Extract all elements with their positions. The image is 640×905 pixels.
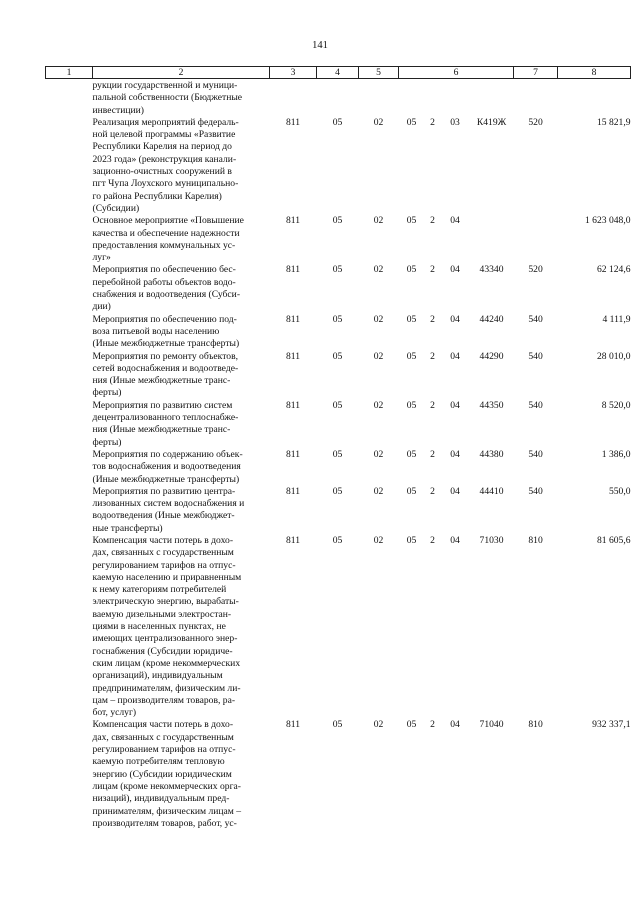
table-header-row <box>46 67 631 79</box>
header-col-7: 7 <box>514 67 558 79</box>
row-target-code-direction: 44380 <box>479 448 504 460</box>
row-target-code-direction: 71040 <box>479 719 504 731</box>
row-subsection-code: 02 <box>373 399 384 411</box>
row-target-code-subprogram: 2 <box>430 485 435 497</box>
row-subsection-code <box>359 79 399 117</box>
row-ministry-code: 811 <box>285 719 301 731</box>
row-target-code-program: 05 <box>406 399 417 411</box>
row-name-line: дах, связанных с государственным <box>92 547 234 559</box>
row-name-line: Мероприятия по обеспечению бес- <box>92 264 236 276</box>
row-index-cell <box>46 79 93 117</box>
row-name-line: Мероприятия по содержанию объек- <box>92 448 243 460</box>
header-col-1: 1 <box>46 67 93 79</box>
row-target-code-program: 05 <box>406 313 417 325</box>
row-name-line: Мероприятия по развитию центра- <box>92 485 236 497</box>
row-target-code-program <box>399 79 425 117</box>
row-name-line: Реализация мероприятий федераль- <box>92 116 239 128</box>
row-ministry-code: 811 <box>285 350 301 362</box>
row-index-cell <box>46 400 93 449</box>
row-expense-type-code: 540 <box>528 485 543 497</box>
row-name-line: предпринимателям, физическим ли- <box>92 682 241 694</box>
row-name-line: энергию (Субсидии юридическим <box>92 768 232 780</box>
row-ministry-code: 811 <box>285 485 301 497</box>
row-subsection-code: 02 <box>373 264 384 276</box>
row-expense-type-code: 520 <box>528 264 543 276</box>
row-name-line: дии) <box>92 301 111 313</box>
row-name-line: ферты) <box>92 387 122 399</box>
row-name-line: инвестиции) <box>92 104 144 116</box>
row-subsection-code: 02 <box>373 485 384 497</box>
row-name-line: сетей водоснабжения и водоотведе- <box>92 362 239 374</box>
row-name-line: бот, услуг) <box>92 707 137 719</box>
row-expense-type-code: 810 <box>528 719 543 731</box>
table-row <box>46 351 631 400</box>
row-target-code-program: 05 <box>406 264 417 276</box>
row-name <box>93 351 270 400</box>
row-amount <box>558 79 631 117</box>
row-target-code-subprogram: 2 <box>430 264 435 276</box>
row-target-code-subprogram: 2 <box>430 116 435 128</box>
row-section-code: 05 <box>332 350 343 362</box>
row-name-line: дах, связанных с государственным <box>92 731 234 743</box>
row-name-line: к нему категориям потребителей <box>92 584 227 596</box>
row-name <box>93 486 270 535</box>
row-target-code-subprogram: 2 <box>430 534 435 546</box>
row-name-line: принимателям, физическим лицам – <box>92 805 242 817</box>
row-amount: 4 111,9 <box>602 313 631 325</box>
row-expense-type-code: 540 <box>528 448 543 460</box>
row-target-code-event: 04 <box>450 264 460 276</box>
row-target-code-program: 05 <box>406 350 417 362</box>
row-name <box>93 535 270 719</box>
row-name <box>93 79 270 117</box>
row-subsection-code: 02 <box>373 719 384 731</box>
row-name <box>93 264 270 313</box>
row-name-line: (Иные межбюджетные трансферты) <box>92 338 240 350</box>
row-name-line: водоотведения (Иные межбюджет- <box>92 510 235 522</box>
row-target-code-event: 04 <box>450 215 460 227</box>
row-name-line: Республики Карелия на период до <box>92 141 232 153</box>
row-subsection-code: 02 <box>373 116 384 128</box>
row-section-code: 05 <box>332 116 343 128</box>
row-amount: 62 124,6 <box>596 264 631 276</box>
row-amount: 28 010,0 <box>596 350 631 362</box>
row-name-line: Мероприятия по ремонту объектов, <box>92 350 239 362</box>
table-row <box>46 314 631 351</box>
row-name-line: Компенсация части потерь в дохо- <box>92 719 234 731</box>
row-ministry-code: 811 <box>285 534 301 546</box>
row-target-code-event <box>441 79 470 117</box>
table-row <box>46 215 631 264</box>
row-target-code-subprogram: 2 <box>430 313 435 325</box>
row-name-line: качества и обеспечение надежности <box>92 227 240 239</box>
table-row <box>46 79 631 117</box>
row-name-line: воза питьевой воды населению <box>92 325 220 337</box>
row-name-line: ферты) <box>92 436 122 448</box>
row-name <box>93 117 270 215</box>
row-name-line: Мероприятия по обеспечению под- <box>92 313 237 325</box>
row-target-code-subprogram <box>425 79 441 117</box>
row-target-code-subprogram: 2 <box>430 719 435 731</box>
row-target-code-event: 04 <box>450 350 460 362</box>
row-name-line: каемую населению и приравненным <box>92 571 242 583</box>
table-row <box>46 449 631 486</box>
row-name-line: лизованных систем водоснабжения и <box>92 498 245 510</box>
row-ministry-code: 811 <box>285 448 301 460</box>
row-name-line: каемую потребителям тепловую <box>92 756 225 768</box>
row-target-code-direction <box>470 215 514 264</box>
row-section-code: 05 <box>332 448 343 460</box>
row-ministry-code: 811 <box>285 264 301 276</box>
row-name-line: рукции государственной и муници- <box>92 80 238 91</box>
row-name-line: электрическую энергию, вырабаты- <box>92 596 239 608</box>
row-section-code: 05 <box>332 719 343 731</box>
row-name-line: цам – производителям товаров, ра- <box>92 694 236 706</box>
row-target-code-direction: 44350 <box>479 399 504 411</box>
row-target-code-event: 04 <box>450 534 460 546</box>
row-expense-type-code <box>514 79 558 117</box>
row-amount: 550,0 <box>608 485 631 497</box>
row-section-code: 05 <box>332 534 343 546</box>
row-target-code-program: 05 <box>406 719 417 731</box>
row-name-line: (Иные межбюджетные трансферты) <box>92 473 240 485</box>
row-target-code-direction: 71030 <box>479 534 504 546</box>
row-name-line: тов водоснабжения и водоотведения <box>92 461 241 473</box>
row-subsection-code: 02 <box>373 350 384 362</box>
row-ministry-code: 811 <box>285 215 301 227</box>
row-target-code-event: 04 <box>450 719 460 731</box>
row-target-code-program: 05 <box>406 448 417 460</box>
row-amount: 1 386,0 <box>601 448 631 460</box>
row-target-code-direction: 44290 <box>479 350 504 362</box>
row-name-line: лицам (кроме некоммерческих орга- <box>92 780 241 792</box>
table-row <box>46 264 631 313</box>
row-name-line: зационно-очистных сооружений в <box>92 166 232 178</box>
row-index-cell <box>46 264 93 313</box>
row-target-code-direction: 44240 <box>479 313 504 325</box>
budget-table <box>45 66 631 830</box>
row-name-line: ваемую дизельными электростан- <box>92 608 232 620</box>
header-col-8: 8 <box>558 67 631 79</box>
row-target-code-direction: 43340 <box>479 264 504 276</box>
row-name-line: Компенсация части потерь в дохо- <box>92 534 234 546</box>
row-index-cell <box>46 351 93 400</box>
header-col-5: 5 <box>359 67 399 79</box>
table-row <box>46 719 631 830</box>
row-name-line: снабжения и водоотведения (Субси- <box>92 289 241 301</box>
row-name-line: Мероприятия по развитию систем <box>92 399 233 411</box>
row-target-code-direction: 44410 <box>479 485 504 497</box>
table-row <box>46 535 631 719</box>
row-subsection-code: 02 <box>373 313 384 325</box>
row-section-code: 05 <box>332 399 343 411</box>
row-target-code-program: 05 <box>406 215 417 227</box>
row-ministry-code: 811 <box>285 116 301 128</box>
row-name-line: ским лицам (кроме некоммерческих <box>92 657 241 669</box>
row-target-code-program: 05 <box>406 534 417 546</box>
row-name-line: пальной собственности (Бюджетные <box>92 92 243 104</box>
header-col-3: 3 <box>270 67 317 79</box>
row-index-cell <box>46 535 93 719</box>
row-target-code-subprogram: 2 <box>430 350 435 362</box>
row-name <box>93 314 270 351</box>
row-name-line: имеющих централизованного энер- <box>92 633 238 645</box>
row-name-line: циями в населенных пунктах, не <box>92 621 226 633</box>
row-target-code-subprogram: 2 <box>430 448 435 460</box>
row-name <box>93 449 270 486</box>
row-subsection-code: 02 <box>373 534 384 546</box>
row-name-line: (Субсидии) <box>92 202 140 214</box>
row-name-line: 2023 года» (реконструкция канали- <box>92 153 237 165</box>
row-target-code-direction <box>470 79 514 117</box>
header-col-2: 2 <box>93 67 270 79</box>
row-section-code <box>317 79 359 117</box>
row-name-line: ной целевой программы «Развитие <box>92 129 236 141</box>
row-name-line: Основное мероприятие «Повышение <box>92 215 244 227</box>
row-index-cell <box>46 719 93 830</box>
row-section-code: 05 <box>332 313 343 325</box>
header-col-6: 6 <box>399 67 514 79</box>
row-section-code: 05 <box>332 215 343 227</box>
row-name <box>93 215 270 264</box>
row-amount: 15 821,9 <box>596 116 631 128</box>
row-name <box>93 719 270 830</box>
row-name-line: луг» <box>92 252 111 264</box>
row-target-code-event: 04 <box>450 313 460 325</box>
row-target-code-event: 04 <box>450 399 460 411</box>
row-name-line: пгт Чупа Лоухского муниципально- <box>92 178 239 190</box>
row-amount: 1 623 048,0 <box>584 215 631 227</box>
row-name-line: перебойной работы объектов водо- <box>92 276 236 288</box>
row-expense-type-code: 540 <box>528 399 543 411</box>
row-name <box>93 400 270 449</box>
row-name-line: ные трансферты) <box>92 522 163 534</box>
row-name-line: организаций), индивидуальным <box>92 670 223 682</box>
row-expense-type-code: 810 <box>528 534 543 546</box>
row-expense-type-code <box>514 215 558 264</box>
row-name-line: госнабжения (Субсидии юридиче- <box>92 645 233 657</box>
row-amount: 8 520,0 <box>601 399 631 411</box>
row-section-code: 05 <box>332 264 343 276</box>
table-row <box>46 400 631 449</box>
page-number: 141 <box>312 40 328 51</box>
header-col-4: 4 <box>317 67 359 79</box>
row-name-line: регулированием тарифов на отпус- <box>92 559 236 571</box>
row-index-cell <box>46 486 93 535</box>
row-name-line: ния (Иные межбюджетные транс- <box>92 424 231 436</box>
row-expense-type-code: 540 <box>528 350 543 362</box>
row-name-line: низаций), индивидуальным пред- <box>92 793 230 805</box>
row-target-code-program: 05 <box>406 485 417 497</box>
row-expense-type-code: 540 <box>528 313 543 325</box>
row-target-code-direction: К419Ж <box>476 116 507 128</box>
row-ministry-code: 811 <box>285 313 301 325</box>
row-target-code-event: 03 <box>450 116 460 128</box>
row-name-line: ния (Иные межбюджетные транс- <box>92 375 231 387</box>
row-name-line: децентрализованного теплоснабже- <box>92 412 239 424</box>
table-row <box>46 486 631 535</box>
row-index-cell <box>46 215 93 264</box>
row-name-line: производителям товаров, работ, ус- <box>92 817 237 829</box>
row-target-code-subprogram: 2 <box>430 399 435 411</box>
row-name-line: го района Республики Карелия) <box>92 190 222 202</box>
row-name-line: регулированием тарифов на отпус- <box>92 744 236 756</box>
row-amount: 932 337,1 <box>592 719 631 731</box>
row-index-cell <box>46 117 93 215</box>
row-section-code: 05 <box>332 485 343 497</box>
row-index-cell <box>46 314 93 351</box>
row-subsection-code: 02 <box>373 215 384 227</box>
row-name-line: предоставления коммунальных ус- <box>92 239 236 251</box>
row-target-code-subprogram: 2 <box>430 215 435 227</box>
row-target-code-program: 05 <box>406 116 417 128</box>
row-amount: 81 605,6 <box>596 534 631 546</box>
row-index-cell <box>46 449 93 486</box>
row-expense-type-code: 520 <box>528 116 543 128</box>
table-row <box>46 117 631 215</box>
row-target-code-event: 04 <box>450 485 460 497</box>
row-ministry-code: 811 <box>285 399 301 411</box>
row-target-code-event: 04 <box>450 448 460 460</box>
table-body <box>46 79 631 831</box>
row-ministry-code <box>270 79 317 117</box>
row-subsection-code: 02 <box>373 448 384 460</box>
